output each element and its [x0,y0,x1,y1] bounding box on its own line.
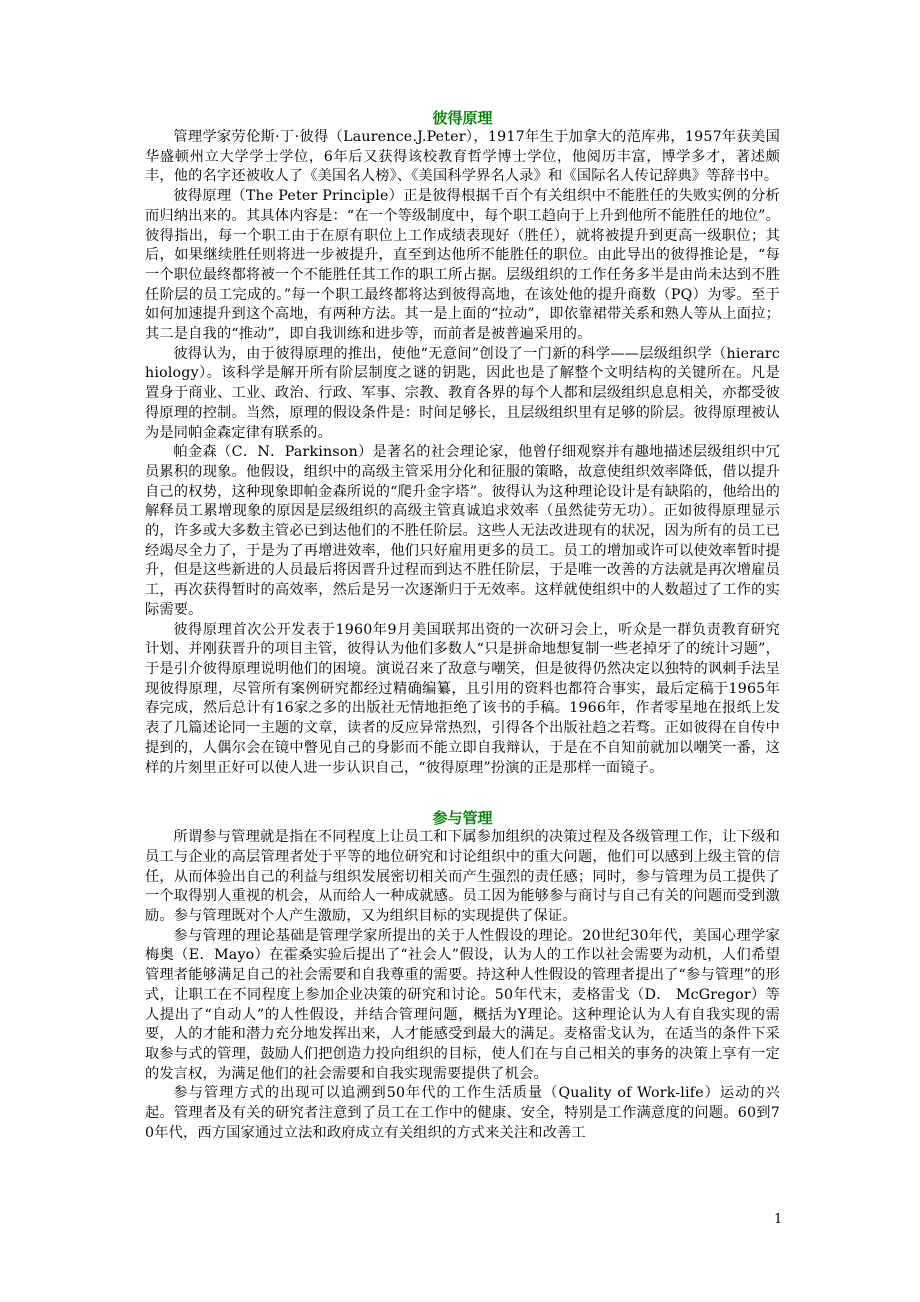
paragraph: 彼得认为，由于彼得原理的推出，使他“无意间”创设了一门新的科学——层级组织学（hierarchiology）。该科学是解开所有阶层制度之谜的钥匙，因此也是了解整个文明结构的关键所在。凡是置身于商业、工业、政治、行政、军事、宗教、教育各界的每个人都和层级组织息息相关，亦都受彼得原理的控制。当然，原理的假设条件是：时间足够长，且层级组织里有足够的阶层。彼得原理被认为是同帕金森定律有联系的。 [145,345,780,441]
page-number: 1 [774,1212,783,1227]
paragraph: 所谓参与管理就是指在不同程度上让员工和下属参加组织的决策过程及各级管理工作，让下级和员工与企业的高层管理者处于平等的地位研究和讨论组织中的重大问题，他们可以感到上级主管的信任，从而体验出自己的利益与组织发展密切相关而产生强烈的责任感；同时，参与管理为员工提供了一个取得别人重视的机会，从而给人一种成就感。员工因为能够参与商讨与自己有关的问题而受到激励。参与管理既对个人产生激励，又为组织目标的实现提供了保证。 [145,829,780,925]
section-title-participative-management: 参与管理 [432,809,493,828]
paragraph: 彼得原理（The Peter Principle）正是彼得根据千百个有关组织中不能胜任的失败实例的分析而归纳出来的。其具体内容是：“在一个等级制度中，每个职工趋向于上升到他所不能胜任的地位”。彼得指出，每一个职工由于在原有职位上工作成绩表现好（胜任），就将被提升到更高一级职位；其后，如果继续胜任则将进一步被提升，直至到达他所不能胜任的职位。由此导出的彼得推论是，“每一个职位最终都将被一个不能胜任其工作的职工所占据。层级组织的工作任务多半是由尚未达到不胜任阶层的员工完成的。”每一个职工最终都将达到彼得高地，在该处他的提升商数（PQ）为零。至于如何加速提升到这个高地，有两种方法。其一是上面的“拉动”，即依靠裙带关系和熟人等从上面拉；其二是自我的“推动”，即自我训练和进步等，而前者是被普遍采用的。 [145,188,780,343]
paragraph: 管理学家劳伦斯·丁·彼得（Laurence.J.Peter），1917年生于加拿大的范库弗，1957年获美国华盛顿州立大学学士学位，6年后又获得该校教育哲学博士学位，他阅历丰富，博学多才，著述颇丰，他的名字还被收人了《美国名人榜》、《美国科学界名人录》和《国际名人传记辞典》等辞书中。 [145,129,780,185]
paragraph: 参与管理方式的出现可以追溯到50年代的工作生活质量（Quality of Work-life）运动的兴起。管理者及有关的研究者注意到了员工在工作中的健康、安全，特别是工作满意度的问题。60到70年代，西方国家通过立法和政府成立有关组织的方式来关注和改善工 [145,1085,780,1141]
paragraph: 参与管理的理论基础是管理学家所提出的关于人性假设的理论。20世纪30年代，美国心理学家梅奥（E．Mayo）在霍桑实验后提出了“社会人”假设，认为人的工作以社会需要为动机，人们希望管理者能够满足自己的社会需要和自我尊重的需要。持这种人性假设的管理者提出了“参与管理”的形式，让职工在不同程度上参加企业决策的研究和讨论。50年代末，麦格雷戈（D． McGregor）等人提出了“自动人”的人性假设，并结合管理问题，概括为Y理论。这种理论认为人有自我实现的需要，人的才能和潜力充分地发挥出来，人才能感受到最大的满足。麦格雷戈认为，在适当的条件下采取参与式的管理，鼓励人们把创造力投向组织的目标，使人们在与自己相关的事务的决策上享有一定的发言权，为满足他们的社会需要和自我实现需要提供了机会。 [145,927,780,1082]
document-page [145,108,780,1143]
section-title-peter-principle: 彼得原理 [432,109,493,127]
paragraph: 彼得原理首次公开发表于1960年9月美国联邦出资的一次研习会上，听众是一群负责教育研究计划、并刚获晋升的项目主管，彼得认为他们多数人“只是拼命地想复制一些老掉牙了的统计习题”，于是引介彼得原理说明他们的困境。演说召来了敌意与嘲笑，但是彼得仍然决定以独特的讽刺手法呈现彼得原理，尽管所有案例研究都经过精确编纂，且引用的资料也都符合事实，最后定稿于1965年春完成，然后总计有16家之多的出版社无情地拒绝了该书的手稿。1966年，作者零星地在报纸上发表了几篇述论同一主题的文章，读者的反应异常热烈，引得各个出版社趋之若骛。正如彼得在自传中提到的，人偶尔会在镜中瞥见自己的身影而不能立即自我辩认，于是在不自知前就加以嘲笑一番，这样的片刻里正好可以使人进一步认识自己，“彼得原理”扮演的正是那样一面镜子。 [145,621,780,776]
paragraph: 帕金森（C．N．Parkinson）是著名的社会理论家，他曾仔细观察并有趣地描述层级组织中冗员累积的现象。他假设，组织中的高级主管采用分化和征服的策略，故意使组织效率降低，借以提升自己的权势，这种现象即帕金森所说的“爬升金字塔”。彼得认为这种理论设计是有缺陷的，他给出的解释员工累增现象的原因是层级组织的高级主管真诚追求效率（虽然徒劳无功）。正如彼得原理显示的，许多或大多数主管必已到达他们的不胜任阶层。这些人无法改进现有的状况，因为所有的员工已经竭尽全力了，于是为了再增进效率，他们只好雇用更多的员工。员工的增加或许可以使效率暂时提升，但是这些新进的人员最后将因晋升过程而到达不胜任阶层，于是唯一改善的方法就是再次增雇员工，再次获得暂时的高效率，然后是另一次逐渐归于无效率。这样就使组织中的人数超过了工作的实际需要。 [145,444,780,618]
